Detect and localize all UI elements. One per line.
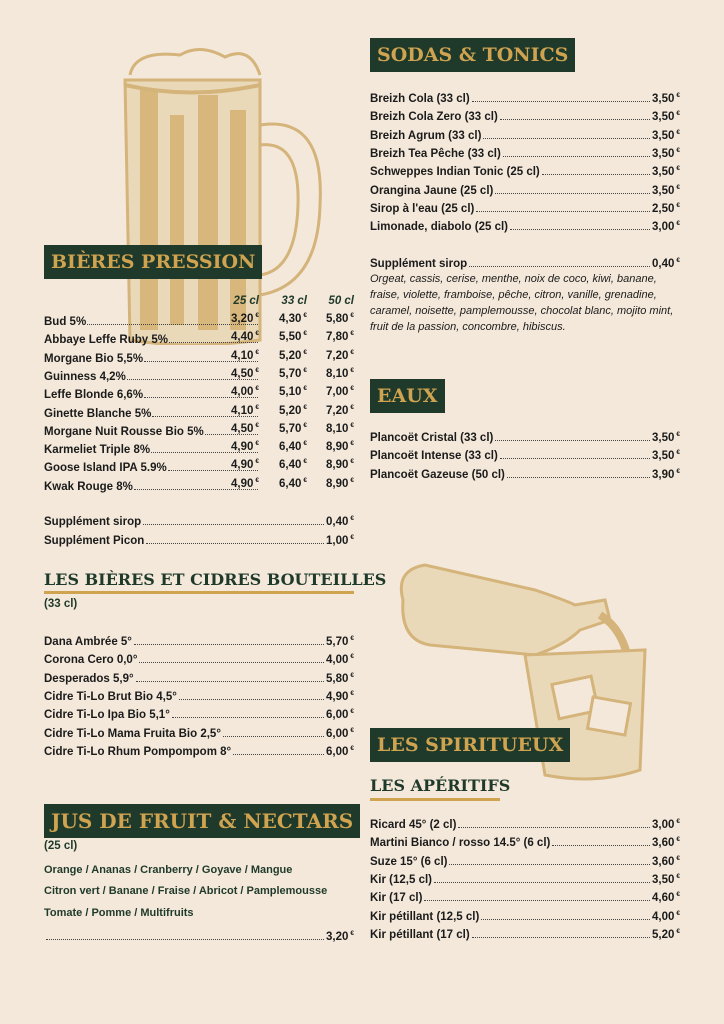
price-25cl: 4,10 €: [230, 348, 259, 362]
price-25cl: 4,00 €: [230, 385, 259, 399]
dot-leader: [143, 524, 324, 525]
item-price: 3,50 €: [651, 110, 680, 124]
price-50cl: 8,90 €: [325, 476, 354, 490]
beer-name: Ginette Blanche 5%: [44, 407, 152, 420]
item-price: 6,00 €: [325, 708, 354, 722]
menu-item-row: [44, 687, 354, 703]
beer-row: [44, 349, 354, 365]
item-name: Orangina Jaune (25 cl): [370, 184, 494, 197]
item-price: 3,50 €: [651, 873, 680, 886]
item-price: 1,00 €: [325, 534, 354, 547]
beer-name: Abbaye Leffe Ruby 5%: [44, 334, 168, 347]
menu-item-row: [370, 815, 680, 831]
item-name: Kir (12,5 cl): [370, 873, 432, 886]
dot-leader: [434, 882, 650, 883]
item-price: 3,60 €: [651, 836, 680, 850]
price-33cl: 5,20 €: [278, 403, 307, 417]
item-name: Suze 15° (6 cl): [370, 855, 448, 868]
item-name: Breizh Cola Zero (33 cl): [370, 111, 498, 124]
price-50cl: 7,00 €: [325, 385, 354, 399]
menu-item-row: [44, 742, 354, 758]
item-name: Limonade, diabolo (25 cl): [370, 221, 509, 234]
item-name: Breizh Agrum (33 cl): [370, 129, 482, 142]
dot-leader: [424, 900, 650, 901]
col-header-50: 50 cl: [328, 295, 354, 307]
price-33cl: 5,50 €: [278, 330, 307, 344]
dot-leader: [495, 440, 650, 441]
menu-item-row: [44, 650, 354, 666]
menu-item-row: [370, 446, 680, 462]
item-price: 3,50 €: [651, 92, 680, 105]
dot-leader: [542, 174, 650, 175]
dot-leader: [500, 458, 650, 459]
menu-item-row: [44, 705, 354, 721]
dot-leader: [510, 229, 650, 230]
jus-price-row: [44, 927, 354, 943]
item-price: 3,50 €: [651, 431, 680, 444]
price-50cl: 8,10 €: [325, 366, 354, 380]
item-price: 4,00 €: [651, 909, 680, 923]
col-header-33: 33 cl: [281, 295, 307, 307]
sirop-price: 0,40 €: [651, 257, 680, 270]
item-name: Plancoët Gazeuse (50 cl): [370, 468, 505, 481]
section-title-eaux: EAUX: [370, 379, 445, 413]
dot-leader: [136, 681, 324, 682]
item-price: 4,60 €: [651, 891, 680, 905]
menu-item-row: [370, 217, 680, 233]
item-name: Supplément Picon: [44, 535, 145, 547]
price-50cl: 7,80 €: [325, 330, 354, 344]
item-price: 3,50 €: [651, 128, 680, 142]
item-price: 3,00 €: [651, 220, 680, 234]
price-25cl: 4,10 €: [230, 403, 259, 417]
item-name: Breizh Cola (33 cl): [370, 93, 470, 105]
jus-subtitle: (25 cl): [44, 840, 78, 852]
dot-leader: [503, 156, 650, 157]
menu-item-row: [370, 107, 680, 123]
menu-item-row: [370, 428, 680, 444]
price-33cl: 5,20 €: [278, 348, 307, 362]
item-price: 0,40 €: [325, 515, 354, 528]
menu-item-row: [370, 852, 680, 868]
beer-row: [44, 477, 354, 493]
dot-leader: [552, 845, 650, 846]
menu-item-row: [44, 512, 354, 528]
beer-name: Bud 5%: [44, 316, 87, 328]
price-25cl: 3,20 €: [230, 312, 259, 325]
item-price: 5,80 €: [325, 671, 354, 685]
item-name: Martini Bianco / rosso 14.5° (6 cl): [370, 837, 551, 850]
dot-leader: [483, 138, 650, 139]
beer-row: [44, 404, 354, 420]
beer-name: Morgane Bio 5,5%: [44, 352, 144, 365]
beer-name: Kwak Rouge 8%: [44, 480, 133, 493]
item-name: Cidre Ti-Lo Ipa Bio 5,1°: [44, 709, 170, 722]
section-subtitle-aperitifs: LES APÉRITIFS: [370, 776, 511, 795]
item-price: 4,90 €: [325, 690, 354, 703]
price-25cl: 4,50 €: [230, 366, 259, 380]
item-name: Cidre Ti-Lo Brut Bio 4,5°: [44, 690, 177, 703]
menu-item-row: [370, 181, 680, 197]
item-price: 3,60 €: [651, 854, 680, 868]
beer-row: [44, 367, 354, 383]
bouteilles-underline: [44, 591, 354, 594]
beer-row: [44, 385, 354, 401]
item-name: Plancoët Cristal (33 cl): [370, 432, 494, 444]
beer-row: [44, 330, 354, 346]
dot-leader: [139, 662, 324, 663]
price-25cl: 4,90 €: [230, 440, 259, 453]
beer-row: [44, 440, 354, 456]
beer-name: Morgane Nuit Rousse Bio 5%: [44, 425, 204, 438]
item-price: 3,50 €: [651, 183, 680, 197]
sirop-label: Supplément sirop: [370, 258, 468, 270]
bouteilles-subtitle: (33 cl): [44, 598, 78, 610]
item-price: 3,50 €: [651, 147, 680, 160]
item-name: Supplément sirop: [44, 516, 142, 528]
beer-name: Guinness 4,2%: [44, 370, 126, 383]
dot-leader: [458, 827, 650, 828]
price-50cl: 7,20 €: [325, 348, 354, 362]
dot-leader: [233, 754, 324, 755]
menu-item-row: [44, 724, 354, 740]
price-50cl: 8,10 €: [325, 421, 354, 435]
item-name: Ricard 45° (2 cl): [370, 819, 457, 831]
jus-price: 3,20 €: [325, 930, 354, 943]
menu-item-row: [370, 907, 680, 923]
item-price: 5,70 €: [325, 635, 354, 648]
beer-name: Karmeliet Triple 8%: [44, 444, 151, 457]
menu-item-row: [370, 89, 680, 105]
item-price: 3,50 €: [651, 165, 680, 179]
price-25cl: 4,40 €: [230, 330, 259, 344]
dot-leader: [179, 699, 324, 700]
item-price: 6,00 €: [325, 744, 354, 758]
item-name: Dana Ambrée 5°: [44, 636, 132, 648]
dot-leader: [223, 736, 324, 737]
item-price: 3,50 €: [651, 449, 680, 463]
price-33cl: 6,40 €: [278, 440, 307, 453]
section-title-bieres: BIÈRES PRESSION: [44, 245, 262, 279]
item-price: 5,20 €: [651, 927, 680, 941]
item-name: Desperados 5,9°: [44, 672, 134, 685]
price-50cl: 8,90 €: [325, 440, 354, 453]
dot-leader: [46, 939, 324, 940]
dot-leader: [507, 477, 650, 478]
price-33cl: 4,30 €: [278, 312, 307, 325]
item-name: Kir (17 cl): [370, 892, 423, 905]
dot-leader: [481, 919, 650, 920]
dot-leader: [469, 266, 650, 267]
menu-item-row: [370, 833, 680, 849]
beer-name: Goose Island IPA 5.9%: [44, 462, 167, 475]
col-header-25: 25 cl: [233, 295, 259, 307]
section-title-jus: JUS DE FRUIT & NECTARS: [44, 804, 360, 838]
dot-leader: [472, 101, 650, 102]
menu-item-row: [370, 888, 680, 904]
menu-item-row: [370, 126, 680, 142]
item-price: 4,00 €: [325, 653, 354, 667]
section-title-bouteilles: LES BIÈRES ET CIDRES BOUTEILLES: [44, 570, 387, 589]
price-25cl: 4,90 €: [230, 458, 259, 472]
price-33cl: 6,40 €: [278, 476, 307, 490]
menu-item-row: [370, 465, 680, 481]
price-25cl: 4,90 €: [230, 476, 259, 490]
item-name: Schweppes Indian Tonic (25 cl): [370, 166, 540, 179]
section-title-spiritueux: LES SPIRITUEUX: [370, 728, 570, 762]
item-name: Sirop à l'eau (25 cl): [370, 202, 475, 215]
menu-item-row: [370, 162, 680, 178]
dot-leader: [449, 864, 650, 865]
menu-item-row: [44, 531, 354, 547]
item-price: 3,90 €: [651, 467, 680, 481]
sirop-flavors: Orgeat, cassis, cerise, menthe, noix de coco, kiwi, banane, fraise, violette, framboise, pêche, citron, vanille, grenadine, caramel, noisette, pamplemousse, chocolat blanc, mojito mint, fruit de la passion, concombre, hibiscus.: [370, 273, 674, 333]
dot-leader: [172, 717, 324, 718]
dot-leader: [495, 193, 650, 194]
dot-leader: [500, 119, 650, 120]
menu-item-row: [44, 632, 354, 648]
price-33cl: 5,70 €: [278, 421, 307, 435]
price-33cl: 5,10 €: [278, 385, 307, 399]
dot-leader: [134, 644, 324, 645]
sodas-sirop-row: [370, 254, 680, 270]
menu-item-row: [44, 669, 354, 685]
price-50cl: 7,20 €: [325, 403, 354, 417]
beer-row: [44, 312, 354, 328]
jus-line-1: Orange / Ananas / Cranberry / Goyave / Mangue: [44, 864, 293, 876]
jus-line-2: Citron vert / Banane / Fraise / Abricot / Pamplemousse: [44, 885, 328, 897]
dot-leader: [146, 543, 324, 544]
item-price: 6,00 €: [325, 726, 354, 740]
jus-line-3: Tomate / Pomme / Multifruits: [44, 907, 194, 919]
section-title-sodas: SODAS & TONICS: [370, 38, 575, 72]
item-price: 3,00 €: [651, 818, 680, 831]
menu-item-row: [370, 199, 680, 215]
item-name: Breizh Tea Pêche (33 cl): [370, 147, 501, 160]
price-50cl: 5,80 €: [325, 312, 354, 325]
beer-name: Leffe Blonde 6,6%: [44, 389, 144, 402]
beer-row: [44, 458, 354, 474]
price-33cl: 5,70 €: [278, 366, 307, 380]
menu-item-row: [370, 925, 680, 941]
item-name: Corona Cero 0,0°: [44, 654, 138, 667]
item-name: Plancoët Intense (33 cl): [370, 450, 498, 463]
item-name: Cidre Ti-Lo Rhum Pompompom 8°: [44, 745, 232, 758]
dot-leader: [472, 937, 650, 938]
item-name: Kir pétillant (17 cl): [370, 928, 470, 941]
menu-item-row: [370, 870, 680, 886]
menu-item-row: [370, 144, 680, 160]
item-name: Cidre Ti-Lo Mama Fruita Bio 2,5°: [44, 727, 221, 740]
dot-leader: [476, 211, 650, 212]
aperitifs-underline: [370, 798, 500, 801]
price-33cl: 6,40 €: [278, 458, 307, 472]
item-name: Kir pétillant (12,5 cl): [370, 910, 480, 923]
price-50cl: 8,90 €: [325, 458, 354, 472]
price-25cl: 4,50 €: [230, 421, 259, 435]
beer-row: [44, 422, 354, 438]
item-price: 2,50 €: [651, 201, 680, 215]
